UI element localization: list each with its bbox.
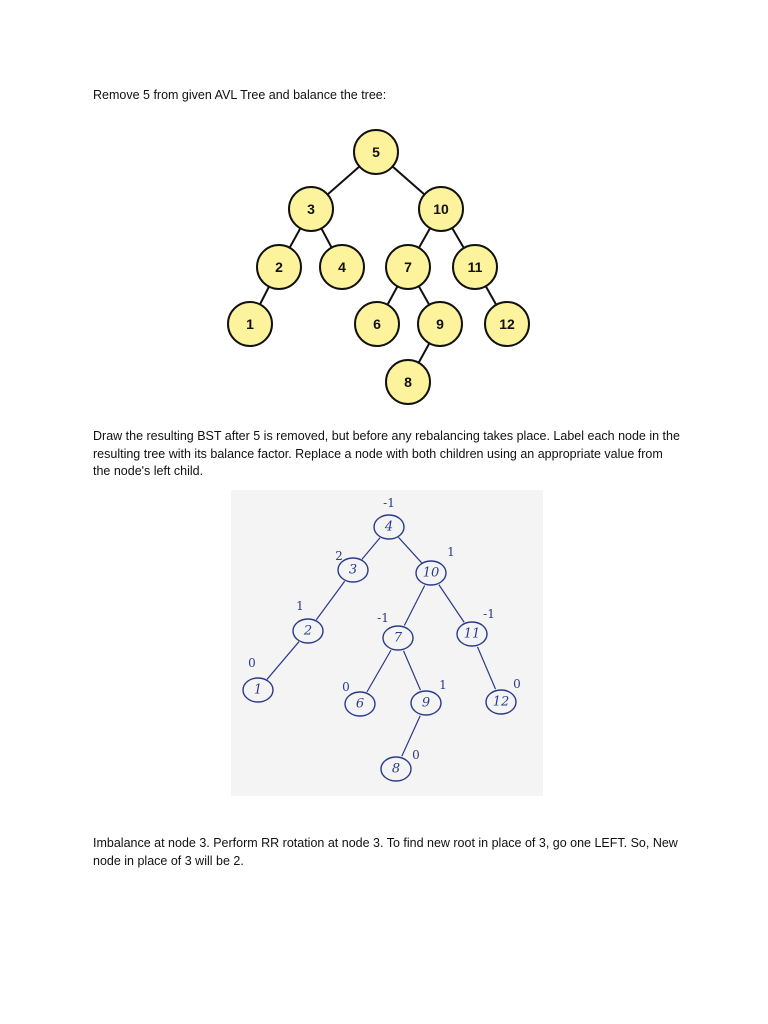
tree-node-label: 1 [246,316,254,332]
avl-tree-svg [200,118,560,418]
tree-node-label: 8 [404,374,412,390]
tree-node [386,245,430,289]
tree-node-label: 3 [307,201,315,217]
bst-edge [477,647,495,689]
bst-node-label: 8 [391,761,401,777]
bst-edge [398,537,421,562]
bst-after-removal-diagram [231,490,543,796]
balance-factor-label: 0 [412,748,420,762]
balance-factor-label: 0 [513,677,521,691]
bst-node-label: 6 [355,696,365,712]
bst-node [486,690,516,714]
tree-node [228,302,272,346]
balance-factor-label: -1 [383,496,395,510]
bst-node [345,692,375,716]
tree-node [419,187,463,231]
balance-factor-label: 1 [439,678,447,692]
bst-node [416,561,446,585]
tree-node-label: 5 [372,144,380,160]
tree-node [453,245,497,289]
intro-text: Remove 5 from given AVL Tree and balance the tree: [93,88,387,102]
bst-edge [367,650,391,692]
bst-node-label: 4 [384,519,394,535]
tree-node [418,302,462,346]
bst-node-label: 7 [393,630,403,646]
bst-edge [362,538,380,560]
bst-edge [267,642,299,680]
bst-node [243,678,273,702]
bst-node [381,757,411,781]
balance-factor-label: 2 [335,549,343,563]
tree-node-label: 11 [467,259,483,275]
tree-node [289,187,333,231]
bst-node [383,626,413,650]
bst-edge [439,585,464,623]
bst-node [293,619,323,643]
balance-factor-label: 0 [248,656,256,670]
tree-node-label: 7 [404,259,412,275]
bst-node-label: 2 [303,623,313,639]
bst-after-removal-svg [231,490,543,796]
balance-factor-label: 1 [447,545,455,559]
bst-node [457,622,487,646]
balance-factor-label: -1 [483,607,495,621]
bst-node-label: 1 [253,682,263,698]
bst-node-label: 3 [348,562,358,578]
bst-node [374,515,404,539]
tree-node-label: 10 [433,201,449,217]
tree-node-label: 12 [499,316,515,332]
tree-node [257,245,301,289]
tree-node-label: 4 [338,259,346,275]
balance-factor-label: -1 [377,611,389,625]
tree-node-label: 6 [373,316,381,332]
tree-node [485,302,529,346]
tree-node [355,302,399,346]
balance-factor-label: 0 [342,680,350,694]
bst-node-label: 9 [421,695,431,711]
bst-edge [404,585,424,625]
tree-node-label: 9 [436,316,444,332]
bst-node-label: 10 [422,565,440,581]
instruction-text: Draw the resulting BST after 5 is removed, but before any rebalancing takes place. Label each node in the resulting tree with its balance factor. Replace a node with both children using an appropriate value from the node's left child. [93,429,680,478]
bst-edge [316,581,344,619]
bst-node-label: 11 [463,626,481,642]
tree-node [354,130,398,174]
balance-factor-label: 1 [296,599,304,613]
bst-node [411,691,441,715]
conclusion-text: Imbalance at node 3. Perform RR rotation at node 3. To find new root in place of 3, go one LEFT. So, New node in place of 3 will be 2. [93,836,678,868]
bst-edge [404,651,421,690]
tree-node-label: 2 [275,259,283,275]
tree-node [386,360,430,404]
bst-node-label: 12 [492,694,510,710]
tree-node [320,245,364,289]
avl-tree-diagram [200,118,560,418]
